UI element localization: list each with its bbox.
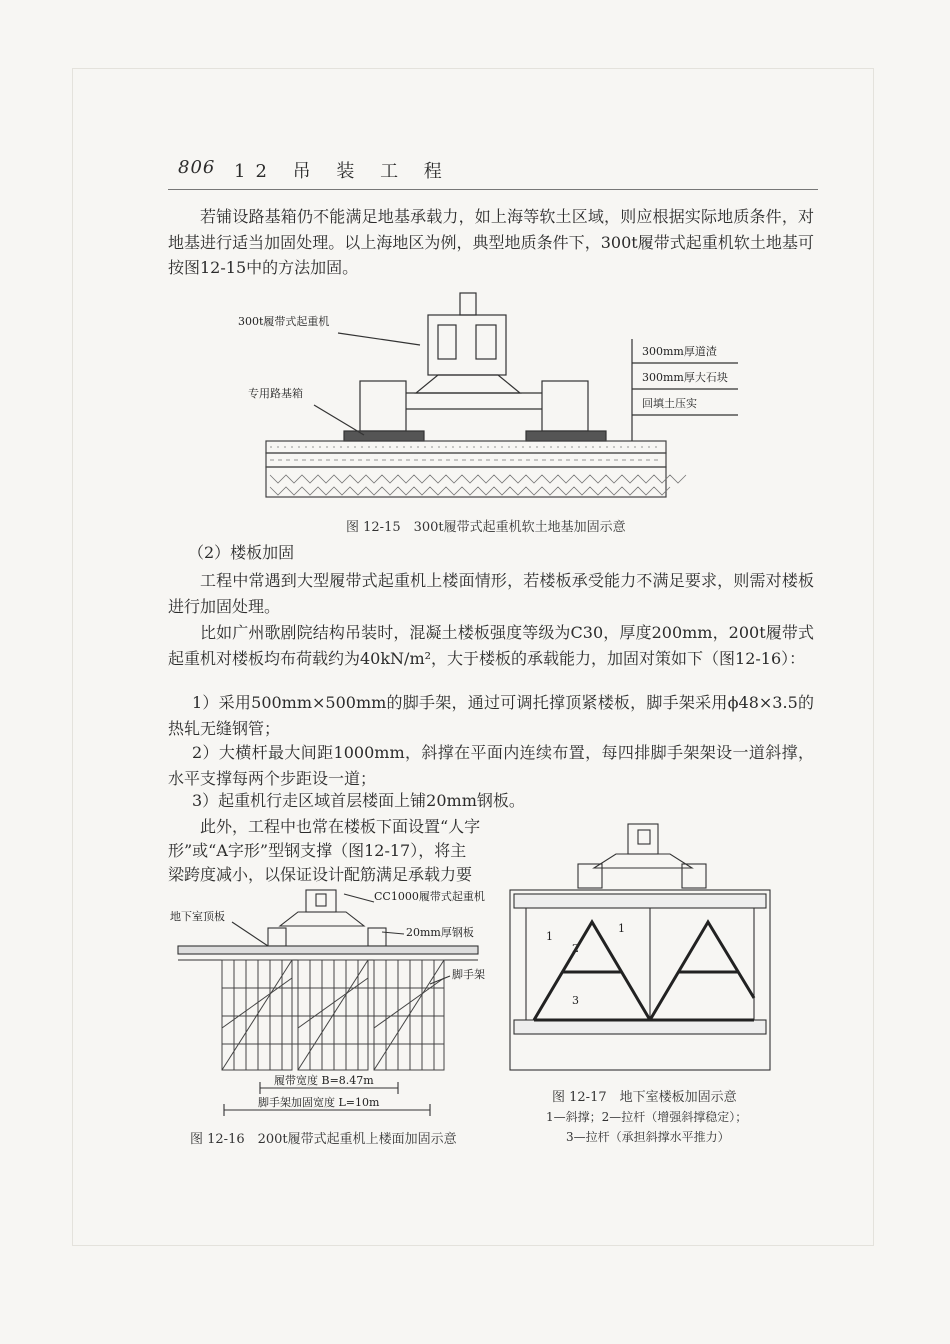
dim-scaffold-width: 脚手架加固宽度 L=10m bbox=[258, 1096, 380, 1109]
label-steel-plate: 20mm厚钢板 bbox=[406, 926, 474, 939]
road-box-left bbox=[344, 431, 424, 441]
figure-12-16-caption: 图 12-16 200t履带式起重机上楼面加固示意 bbox=[190, 1132, 457, 1147]
marker-1-right: 1 bbox=[618, 922, 625, 935]
figure-12-15 bbox=[230, 285, 750, 517]
figure-12-17-note-2: 3—拉杆（承担斜撑水平推力） bbox=[566, 1130, 730, 1144]
marker-2: 2 bbox=[572, 942, 579, 955]
marker-3: 3 bbox=[572, 994, 579, 1007]
additional-line-2: 形”或“A字形”型钢支撑（图12-17），将主 bbox=[168, 841, 467, 860]
label-road-box: 专用路基箱 bbox=[248, 387, 303, 400]
figure-12-17-note-1: 1—斜撑；2—拉杆（增强斜撑稳定）； bbox=[546, 1110, 748, 1124]
legend-stones: 300mm厚大石块 bbox=[642, 371, 728, 384]
crane-cab bbox=[628, 824, 658, 854]
label-300t-crane: 300t履带式起重机 bbox=[238, 315, 330, 328]
additional-line-1: 此外，工程中也常在楼板下面设置“人字 bbox=[200, 817, 481, 836]
track-left bbox=[268, 928, 286, 946]
crane-track-right bbox=[542, 381, 588, 431]
dim-track-width: 履带宽度 B=8.47m bbox=[274, 1074, 374, 1087]
intro-paragraph: 若铺设路基箱仍不能满足地基承载力，如上海等软土区域，则应根据实际地质条件，对地基进行适当加固处理。以上海地区为例，典型地质条件下，300t履带式起重机软土地基可按图12-15中的方法加固。 bbox=[168, 207, 814, 277]
floor-intro-paragraph: 工程中常遇到大型履带式起重机上楼面情形，若楼板承受能力不满足要求，则需对楼板进行加固处理。 bbox=[168, 571, 814, 616]
cc1000-crane-cab bbox=[306, 890, 336, 912]
legend-ballast: 300mm厚道渣 bbox=[642, 345, 717, 358]
figure-12-16 bbox=[168, 888, 498, 1128]
label-basement-slab: 地下室顶板 bbox=[170, 910, 225, 923]
additional-line-3: 梁跨度减小，以保证设计配筋满足承载力要 bbox=[168, 865, 473, 884]
crane-cab bbox=[428, 315, 506, 375]
track-right bbox=[368, 928, 386, 946]
section-heading: （2）楼板加固 bbox=[188, 543, 295, 562]
running-header bbox=[168, 153, 818, 190]
road-box-right bbox=[526, 431, 606, 441]
label-cc1000-crane: CC1000履带式起重机 bbox=[374, 890, 485, 903]
basement-frame bbox=[510, 890, 770, 1070]
marker-1-left: 1 bbox=[546, 930, 553, 943]
measure-item-2: 2）大横杆最大间距1000mm，斜撑在平面内连续布置，每四排脚手架架设一道斜撑，水平支撑每两个步距设一道； bbox=[168, 743, 814, 788]
crane-track-left bbox=[360, 381, 406, 431]
measure-item-1: 1）采用500mm×500mm的脚手架，通过可调托撑顶紧楼板，脚手架采用ϕ48×3.5的热轧无缝钢管； bbox=[168, 693, 814, 738]
page-number: 806 bbox=[178, 157, 216, 178]
example-paragraph: 比如广州歌剧院结构吊装时，混凝土楼板强度等级为C30，厚度200mm，200t履带式起重机对楼板均布荷载约为40kN/m²，大于楼板的承载能力，加固对策如下（图12-16）： bbox=[168, 623, 814, 668]
chapter-title: 12 吊 装 工 程 bbox=[234, 161, 452, 182]
figure-12-17-caption: 图 12-17 地下室楼板加固示意 bbox=[552, 1090, 737, 1105]
basement-roof-slab bbox=[178, 946, 478, 954]
legend-backfill: 回填土压实 bbox=[642, 397, 697, 410]
label-scaffold: 脚手架 bbox=[452, 968, 485, 981]
figure-12-17 bbox=[506, 820, 776, 1080]
measure-item-3: 3）起重机行走区域首层楼面上铺20mm钢板。 bbox=[192, 791, 525, 810]
figure-12-15-caption: 图 12-15 300t履带式起重机软土地基加固示意 bbox=[346, 520, 626, 535]
